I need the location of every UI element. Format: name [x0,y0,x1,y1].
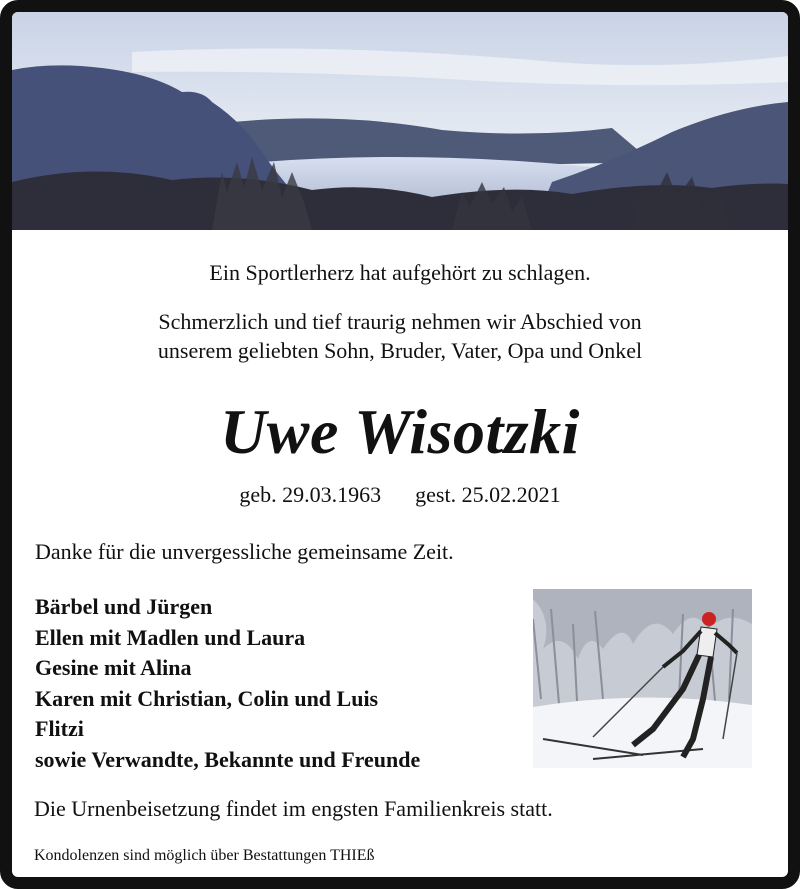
mourner-item: Gesine mit Alina [35,655,192,681]
mourner-item: Bärbel und Jürgen [35,594,213,619]
mourner-item: Flitzi [35,716,84,742]
farewell-line-2: unserem geliebten Sohn, Bruder, Vater, Opa und Onkel [157,338,643,363]
death-date: gest. 25.02.2021 [415,482,561,507]
mourner-item: Karen mit Christian, Colin und Luis [35,685,379,711]
life-dates [12,482,788,508]
mourner-item: sowie Verwandte, Bekannte und Freunde [35,746,421,772]
cross-country-skier-photo [533,589,752,768]
mountain-valley-photo [12,12,788,230]
thanks-line: Danke für die unvergessliche gemeinsame Zeit. [35,539,454,564]
mourners-list [35,592,420,776]
deceased-name: Uwe Wisotzki [220,396,580,467]
mourner-item: Ellen mit Madlen und Laura [35,624,306,650]
birth-date: geb. 29.03.1963 [239,482,382,507]
farewell-line-1: Schmerzlich und tief traurig nehmen wir Abschied von [158,309,642,334]
burial-notice: Die Urnenbeisetzung findet im engsten Familienkreis statt. [34,796,553,821]
intro-line: Ein Sportlerherz hat aufgehört zu schlagen. [209,260,591,285]
condolence-note: Kondolenzen sind möglich über Bestattungen THIEß [34,847,375,864]
